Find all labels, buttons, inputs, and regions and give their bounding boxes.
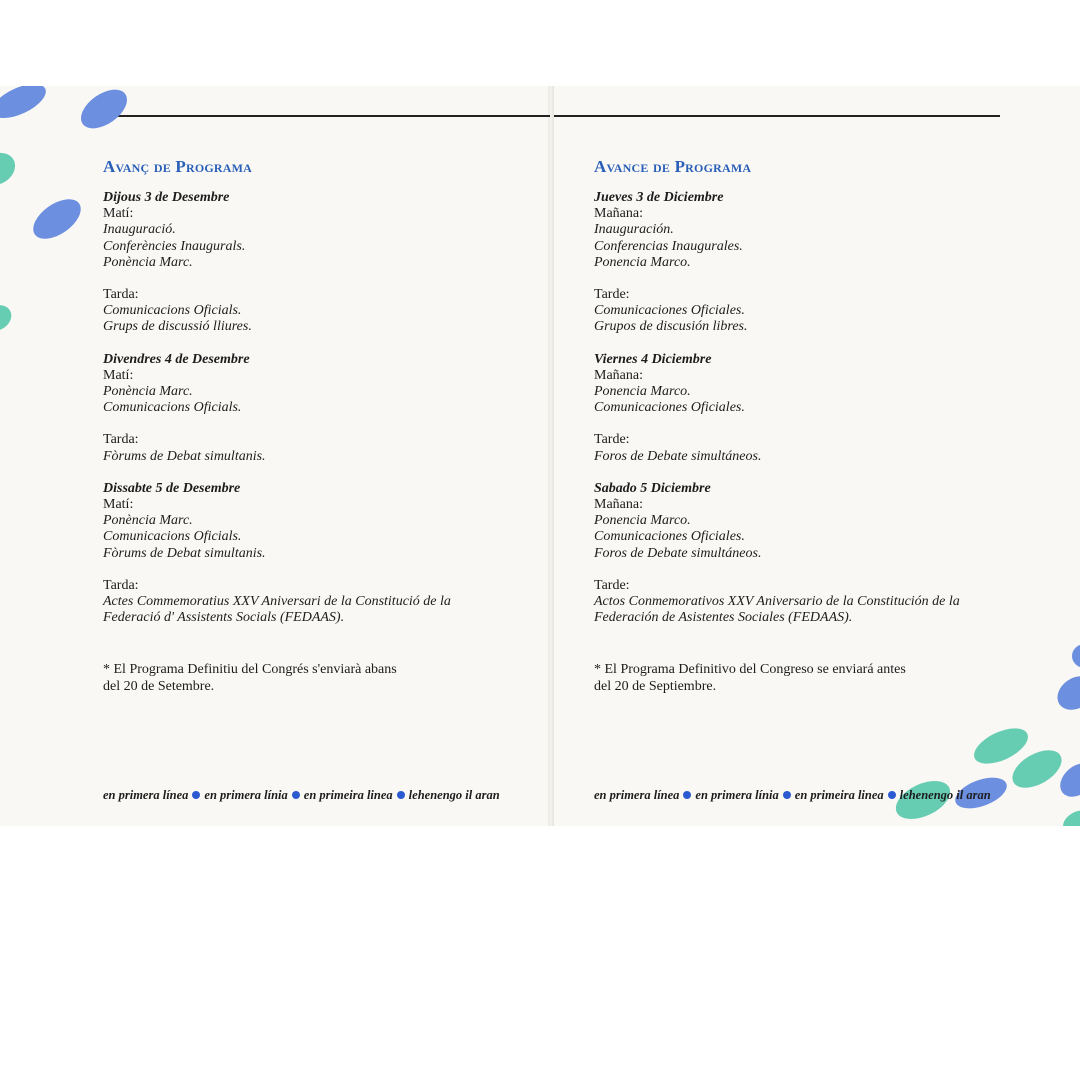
decor-blue-shape — [0, 86, 51, 125]
page-title: Avance de Programa — [594, 157, 752, 176]
slogan-footer — [103, 788, 500, 803]
morning-label: Mañana: — [594, 206, 643, 222]
footnote: * El Programa Definitiu del Congrés s'enviarà abans — [103, 662, 397, 678]
morning-label: Mañana: — [594, 497, 643, 513]
program-item: Conferències Inaugurals. — [103, 238, 246, 254]
slogan: en primera línia — [695, 788, 779, 802]
afternoon-label: Tarde: — [594, 287, 630, 303]
day-heading: Dissabte 5 de Desembre — [103, 480, 241, 496]
slogan: lehenengo il aran — [408, 788, 500, 802]
footnote: * El Programa Definitivo del Congreso se enviará antes — [594, 662, 906, 678]
afternoon-label: Tarde: — [594, 432, 630, 448]
morning-label: Matí: — [103, 367, 134, 383]
afternoon-label: Tarda: — [103, 577, 139, 593]
bullet-dot-icon — [888, 791, 896, 799]
day-heading: Divendres 4 de Desembre — [103, 351, 250, 367]
slogan: en primera línea — [103, 788, 189, 802]
program-item: Foros de Debate simultáneos. — [594, 448, 762, 464]
program-item: Ponència Marc. — [103, 513, 193, 529]
program-item: Inauguración. — [594, 222, 674, 238]
program-body — [103, 190, 523, 695]
afternoon-label: Tarde: — [594, 577, 630, 593]
decor-blue-shape — [1072, 644, 1080, 668]
program-item: Ponencia Marco. — [594, 254, 691, 270]
program-item: Ponencia Marco. — [594, 384, 691, 400]
program-item: Grups de discussió lliures. — [103, 319, 252, 335]
program-item: Federació d' Assistents Socials (FEDAAS). — [103, 610, 345, 626]
morning-label: Matí: — [103, 206, 134, 222]
day-heading: Dijous 3 de Desembre — [103, 190, 230, 205]
decor-green-shape — [0, 300, 16, 336]
program-item: Comunicaciones Oficiales. — [594, 529, 745, 545]
footnote: del 20 de Setembre. — [103, 678, 215, 694]
decor-green-shape — [0, 147, 21, 192]
afternoon-label: Tarda: — [103, 432, 139, 448]
program-body — [594, 190, 1014, 695]
program-item: Actos Conmemorativos XXV Aniversario de la Constitución de la — [594, 594, 960, 610]
program-item: Fòrums de Debat simultanis. — [103, 448, 266, 464]
morning-label: Matí: — [103, 497, 134, 513]
afternoon-label: Tarda: — [103, 287, 139, 303]
program-item: Ponencia Marco. — [594, 513, 691, 529]
program-item: Grupos de discusión libres. — [594, 319, 748, 335]
program-item: Inauguració. — [103, 222, 176, 238]
slogan: en primera línia — [204, 788, 288, 802]
slogan: lehenengo il aran — [899, 788, 991, 802]
program-item: Comunicacions Oficials. — [103, 400, 242, 416]
day-heading: Jueves 3 de Diciembre — [594, 190, 724, 205]
footnote: del 20 de Septiembre. — [594, 678, 717, 694]
bullet-dot-icon — [683, 791, 691, 799]
program-item: Foros de Debate simultáneos. — [594, 545, 762, 561]
bullet-dot-icon — [292, 791, 300, 799]
right-page-spanish — [594, 86, 1014, 826]
slogan-footer — [594, 788, 991, 803]
program-item: Comunicaciones Oficiales. — [594, 303, 745, 319]
center-fold — [548, 86, 554, 826]
decor-green-shape — [1059, 806, 1080, 826]
program-item: Fòrums de Debat simultanis. — [103, 545, 266, 561]
bullet-dot-icon — [192, 791, 200, 799]
program-item: Ponència Marc. — [103, 384, 193, 400]
program-item: Ponència Marc. — [103, 254, 193, 270]
morning-label: Mañana: — [594, 367, 643, 383]
day-heading: Sabado 5 Diciembre — [594, 480, 711, 496]
decor-blue-shape — [26, 191, 87, 247]
bullet-dot-icon — [397, 791, 405, 799]
left-page-catalan — [103, 86, 523, 826]
decor-blue-shape — [1051, 669, 1080, 717]
brochure-spread — [0, 86, 1080, 826]
program-item: Comunicacions Oficials. — [103, 303, 242, 319]
program-item: Federación de Asistentes Sociales (FEDAAS). — [594, 610, 853, 626]
slogan: en primera línea — [594, 788, 680, 802]
slogan: en primeira linea — [303, 788, 393, 802]
program-item: Comunicacions Oficials. — [103, 529, 242, 545]
bullet-dot-icon — [783, 791, 791, 799]
program-item: Actes Commemoratius XXV Aniversari de la Constitució de la — [103, 594, 451, 610]
slogan: en primeira linea — [794, 788, 884, 802]
page-title: Avanç de Programa — [103, 157, 253, 176]
program-item: Conferencias Inaugurales. — [594, 238, 743, 254]
day-heading: Viernes 4 Diciembre — [594, 351, 712, 367]
program-item: Comunicaciones Oficiales. — [594, 400, 745, 416]
